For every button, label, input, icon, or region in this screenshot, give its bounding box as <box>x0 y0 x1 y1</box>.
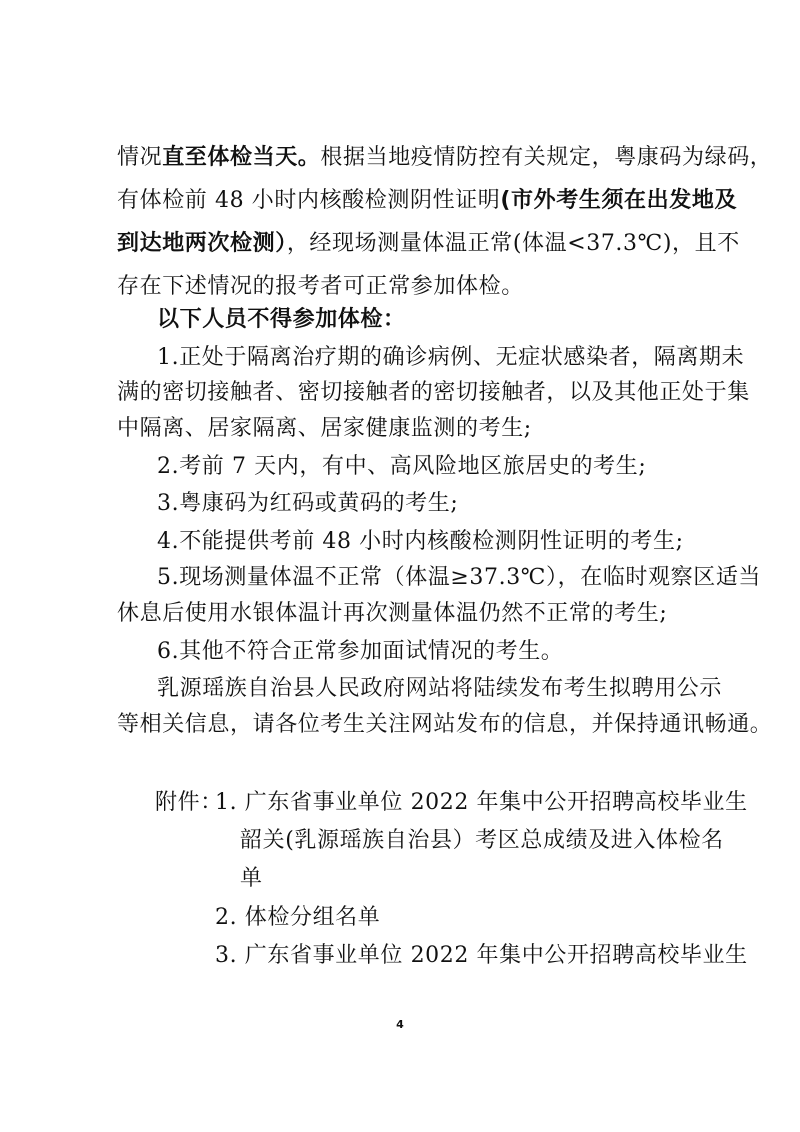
item2: 2.考前 7 天内，有中、高风险地区旅居史的考生; <box>157 454 647 479</box>
paragraph1-line1 <box>117 143 773 173</box>
attachment-2: 2. 体检分组名单 <box>215 905 381 930</box>
item1-line2: 满的密切接触者、密切接触者的密切接触者，以及其他正处于集 <box>117 380 750 405</box>
text-span: ，经现场测量体温正常(体温<37.3℃)，且不 <box>286 231 740 256</box>
text-span: 情况 <box>117 145 163 170</box>
attachment-1-line1: 1. 广东省事业单位 2022 年集中公开招聘高校毕业生 <box>215 790 748 815</box>
item6: 6.其他不符合正常参加面试情况的考生。 <box>157 639 564 664</box>
bold-text-span: 到达地两次检测） <box>117 231 287 256</box>
bold-text-span: (市外考生须在出发地及 <box>500 188 738 213</box>
item5-line1: 5.现场测量体温不正常（体温≥37.3℃），在临时观察区适当 <box>157 565 762 590</box>
exclusion-heading: 以下人员不得参加体检： <box>157 307 406 332</box>
attachment-1-line3: 单 <box>240 866 263 891</box>
item1-line3: 中隔离、居家隔离、居家健康监测的考生; <box>117 416 532 441</box>
item5-line2: 休息后使用水银体温计再次测量体温仍然不正常的考生; <box>117 601 668 626</box>
paragraph1-line4: 存在下述情况的报考者可正常参加体检。 <box>117 274 524 299</box>
notice-line2: 等相关信息，请各位考生关注网站发布的信息，并保持通讯畅通。 <box>117 712 773 737</box>
item3: 3.粤康码为红码或黄码的考生; <box>157 491 459 516</box>
bold-text-span: 直至体检当天。 <box>162 145 321 170</box>
item4: 4.不能提供考前 48 小时内核酸检测阴性证明的考生; <box>157 529 684 554</box>
item1-line1: 1.正处于隔离治疗期的确诊病例、无症状感染者，隔离期未 <box>157 345 745 370</box>
attachments-label: 附件： <box>155 790 223 815</box>
paragraph1-line3 <box>117 229 740 259</box>
paragraph1-line2 <box>117 186 738 216</box>
attachment-1-line2: 韶关(乳源瑶族自治县）考区总成绩及进入体检名 <box>240 828 724 853</box>
page-number: 4 <box>396 1018 404 1031</box>
notice-line1: 乳源瑶族自治县人民政府网站将陆续发布考生拟聘用公示 <box>157 676 723 701</box>
text-span: 根据当地疫情防控有关规定，粤康码为绿码， <box>320 145 773 170</box>
text-span: 有体检前 48 小时内核酸检测阴性证明 <box>117 188 501 213</box>
attachment-3-line1: 3. 广东省事业单位 2022 年集中公开招聘高校毕业生 <box>215 943 748 968</box>
